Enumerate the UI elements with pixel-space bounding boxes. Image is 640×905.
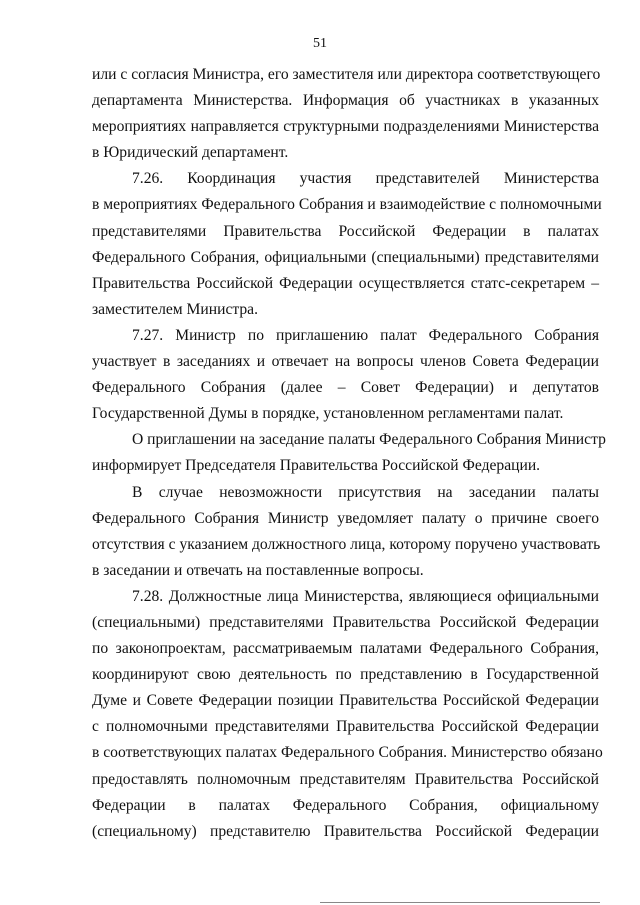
page-bottom-edge bbox=[320, 902, 600, 903]
text-line: представителями Правительства Российской Федерации в палатах bbox=[92, 222, 599, 240]
text-line: в Юридический департамент. bbox=[92, 144, 289, 162]
text-line: 7.26. Координация участия представителей Министерства bbox=[132, 170, 599, 188]
text-line: Федерации в палатах Федерального Собрания, официальному bbox=[92, 796, 599, 814]
text-line: Государственной Думы в порядке, установленном регламентами палат. bbox=[92, 405, 564, 423]
text-line: заместителем Министра. bbox=[92, 300, 258, 318]
text-line: Федерального Собрания Министр уведомляет палату о причине своего bbox=[92, 509, 599, 527]
text-line: участвует в заседаниях и отвечает на вопросы членов Совета Федерации bbox=[92, 353, 599, 371]
text-line: информирует Председателя Правительства Российской Федерации. bbox=[92, 457, 541, 475]
text-line: О приглашении на заседание палаты Федерального Собрания Министр bbox=[132, 431, 606, 449]
text-line: 7.28. Должностные лица Министерства, являющиеся официальными bbox=[132, 587, 599, 605]
text-line: (специальными) представителями Правительства Российской Федерации bbox=[92, 613, 599, 631]
text-line: мероприятиях направляется структурными подразделениями Министерства bbox=[92, 118, 599, 136]
text-line: отсутствия с указанием должностного лица, которому поручено участвовать bbox=[92, 535, 601, 553]
text-line: с полномочными представителями Правительства Российской Федерации bbox=[92, 718, 599, 736]
text-line: (специальному) представителю Правительства Российской Федерации bbox=[92, 822, 599, 840]
text-line: В случае невозможности присутствия на заседании палаты bbox=[132, 483, 599, 501]
document-body bbox=[92, 62, 606, 845]
text-line: в мероприятиях Федерального Собрания и взаимодействие с полномочными bbox=[92, 196, 602, 214]
text-line: в соответствующих палатах Федерального Собрания. Министерство обязано bbox=[92, 744, 603, 762]
text-line: в заседании и отвечать на поставленные вопросы. bbox=[92, 561, 424, 579]
text-line: по законопроектам, рассматриваемым палатами Федерального Собрания, bbox=[92, 640, 599, 658]
text-line: Федерального Собрания, официальными (специальными) представителями bbox=[92, 248, 599, 266]
text-line: 7.27. Министр по приглашению палат Федерального Собрания bbox=[132, 326, 599, 344]
text-line: департамента Министерства. Информация об участниках в указанных bbox=[92, 92, 599, 110]
text-line: Федерального Собрания (далее – Совет Федерации) и депутатов bbox=[92, 379, 599, 397]
text-line: предоставлять полномочным представителям Правительства Российской bbox=[92, 770, 599, 788]
text-line: Думе и Совете Федерации позиции Правительства Российской Федерации bbox=[92, 692, 599, 710]
page-number: 51 bbox=[313, 36, 327, 51]
text-line: Правительства Российской Федерации осуществляется статс-секретарем – bbox=[92, 274, 599, 292]
text-line: координируют свою деятельность по представлению в Государственной bbox=[92, 666, 599, 684]
text-line: или с согласия Министра, его заместителя или директора соответствующего bbox=[92, 66, 601, 83]
